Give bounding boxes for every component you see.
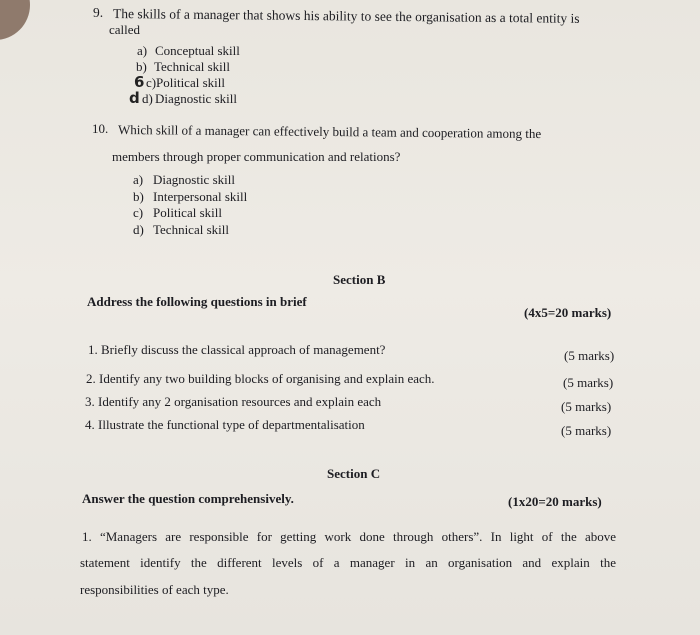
section-b-question-marks: (5 marks) <box>561 423 612 438</box>
section-b-question-marks: (5 marks) <box>561 399 612 414</box>
finger-shadow <box>0 0 30 40</box>
section-b-question-marks: (5 marks) <box>564 348 615 363</box>
section-c-question-line1: 1. “Managers are responsible for getting work done through others”. In light of the above <box>82 529 616 544</box>
section-c-instruction: Answer the question comprehensively. <box>82 491 294 506</box>
q10-text-line1: Which skill of a manager can effectively build a team and cooperation among the <box>117 122 542 142</box>
section-c-title: Section C <box>327 466 381 481</box>
q9-number: 9. <box>93 5 104 20</box>
section-b-question: 4. Illustrate the functional type of departmentalisation <box>85 417 365 432</box>
q9-text-line2: called <box>109 22 141 37</box>
section-b-question: 1. Briefly discuss the classical approach of management? <box>88 342 386 357</box>
q10-text-line2: members through proper communication and relations? <box>112 149 401 164</box>
section-b-question: 2. Identify any two building blocks of organising and explain each. <box>86 371 435 386</box>
q10-option-text: Diagnostic skill <box>153 172 235 187</box>
q9-option-letter: d) <box>142 91 153 106</box>
section-b-instruction: Address the following questions in brief <box>87 294 307 309</box>
section-c-question-line2: statement identify the different levels of a manager in an organisation and explain the <box>80 555 616 570</box>
q9-option-text: Political skill <box>156 75 225 90</box>
section-b-question-marks: (5 marks) <box>563 375 614 390</box>
q10-number: 10. <box>92 121 109 136</box>
section-c-question-line3: responsibilities of each type. <box>80 582 229 597</box>
q9-handwritten-mark-d: d <box>129 89 140 107</box>
q10-option-text: Technical skill <box>153 222 229 237</box>
q10-option-text: Political skill <box>153 205 222 220</box>
section-b-marks: (4x5=20 marks) <box>524 305 612 320</box>
q9-option-text: Technical skill <box>154 59 230 74</box>
q9-option-letter: b) <box>136 59 147 74</box>
q9-option-text: Diagnostic skill <box>155 91 237 106</box>
q9-option-letter: a) <box>137 43 148 58</box>
q10-option-letter: b) <box>133 189 144 204</box>
q9-option-letter: c) <box>146 75 157 90</box>
q10-option-letter: c) <box>133 205 144 220</box>
section-b-question: 3. Identify any 2 organisation resources and explain each <box>85 394 382 409</box>
q10-option-letter: a) <box>133 172 144 187</box>
q10-option-letter: d) <box>133 222 144 237</box>
section-c-marks: (1x20=20 marks) <box>508 494 602 509</box>
q9-text-line1: The skills of a manager that shows his ability to see the organisation as a total entity is <box>112 6 580 26</box>
q9-handwritten-mark-c: 6 <box>134 73 145 91</box>
q9-option-text: Conceptual skill <box>155 43 240 58</box>
q10-option-text: Interpersonal skill <box>153 189 248 204</box>
section-b-title: Section B <box>333 272 386 287</box>
